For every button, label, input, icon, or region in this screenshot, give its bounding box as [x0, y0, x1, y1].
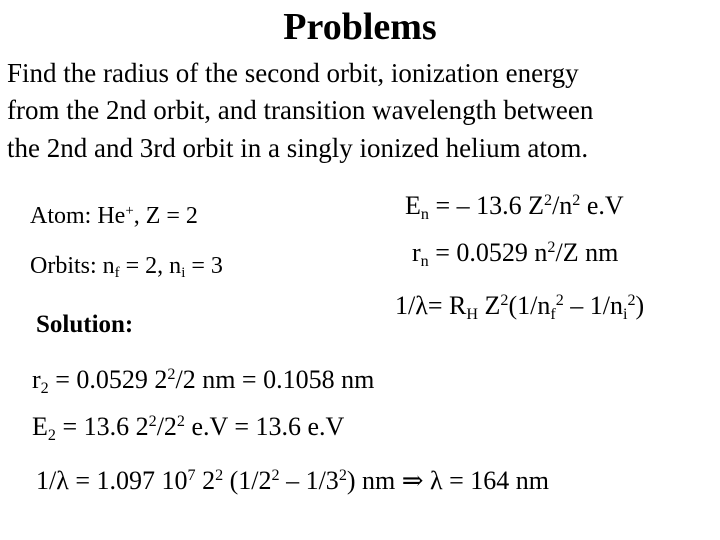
- wavelength-formula-sub: i: [623, 305, 628, 323]
- radius-formula-sup: 2: [547, 239, 556, 257]
- solution-radius-part: r: [32, 365, 41, 394]
- energy-formula-part: /n: [552, 191, 573, 220]
- wavelength-formula: [395, 291, 645, 323]
- radius-formula-part: = 0.0529 n: [428, 238, 548, 267]
- orbits-prefix: Orbits: n: [30, 253, 115, 279]
- solution-energy-sup: 2: [148, 413, 157, 431]
- solution-radius: [32, 365, 375, 397]
- problem-line-3: the 2nd and 3rd orbit in a singly ionized helium atom.: [7, 133, 589, 163]
- solution-energy-part: E: [32, 412, 48, 441]
- atom-z: , Z = 2: [133, 203, 198, 229]
- solution-energy: [32, 412, 345, 444]
- wavelength-formula-part: – 1/n: [563, 291, 623, 320]
- energy-formula-sup: 2: [572, 192, 581, 210]
- nf-subscript: f: [114, 265, 120, 282]
- problem-line-2: from the 2nd orbit, and transition wavelength between: [7, 95, 594, 125]
- solution-wavelength-part: ) nm ⇒ λ = 164 nm: [346, 466, 550, 495]
- solution-radius-sub: 2: [40, 379, 49, 397]
- wavelength-formula-sup: 2: [555, 292, 564, 310]
- wavelength-formula-part: Z: [477, 291, 501, 320]
- energy-formula-sub: n: [420, 205, 429, 223]
- solution-wavelength: [36, 468, 549, 494]
- wavelength-formula-sub: H: [466, 305, 478, 323]
- energy-formula-part: e.V: [580, 191, 624, 220]
- solution-radius-sup: 2: [167, 366, 176, 384]
- solution-energy-part: /2: [156, 412, 177, 441]
- given-atom: [30, 204, 198, 228]
- wavelength-formula-sup: 2: [500, 292, 509, 310]
- solution-energy-part: = 13.6 2: [55, 412, 149, 441]
- energy-formula-part: E: [405, 191, 421, 220]
- energy-formula: [405, 191, 624, 223]
- solution-energy-part: e.V = 13.6 e.V: [184, 412, 345, 441]
- radius-formula-part: r: [412, 238, 421, 267]
- nf-value: = 2, n: [119, 253, 182, 279]
- solution-wavelength-part: (1/2: [223, 466, 272, 495]
- solution-wavelength-sup: 2: [271, 467, 280, 485]
- radius-formula-sub: n: [420, 252, 429, 270]
- solution-energy-sup: 2: [176, 413, 185, 431]
- atom-charge: +: [125, 202, 134, 219]
- ni-value: = 3: [185, 253, 223, 279]
- atom-prefix: Atom: He: [30, 203, 126, 229]
- solution-label: Solution:: [36, 311, 134, 338]
- solution-wavelength-sup: 2: [215, 467, 224, 485]
- wavelength-formula-part: (1/n: [508, 291, 551, 320]
- wavelength-formula-sub: f: [550, 305, 556, 323]
- solution-wavelength-sup: 2: [338, 467, 347, 485]
- page-title: Problems: [283, 6, 437, 48]
- solution-wavelength-sup: 7: [187, 467, 196, 485]
- solution-radius-part: /2 nm = 0.1058 nm: [175, 365, 375, 394]
- energy-formula-sup: 2: [544, 192, 553, 210]
- given-orbits: [30, 253, 223, 282]
- wavelength-formula-sup: 2: [627, 292, 636, 310]
- solution-wavelength-part: 2: [195, 466, 216, 495]
- solution-wavelength-part: – 1/3: [279, 466, 339, 495]
- radius-formula: [412, 238, 619, 270]
- wavelength-formula-part: 1/λ= R: [395, 291, 467, 320]
- radius-formula-part: /Z nm: [555, 238, 619, 267]
- solution-energy-sub: 2: [47, 426, 56, 444]
- solution-wavelength-part: 1/λ = 1.097 10: [36, 466, 188, 495]
- solution-radius-part: = 0.0529 2: [48, 365, 168, 394]
- problem-line-1: Find the radius of the second orbit, ionization energy: [7, 58, 579, 88]
- energy-formula-part: = – 13.6 Z: [428, 191, 544, 220]
- wavelength-formula-part: ): [635, 291, 645, 320]
- ni-subscript: i: [181, 265, 186, 282]
